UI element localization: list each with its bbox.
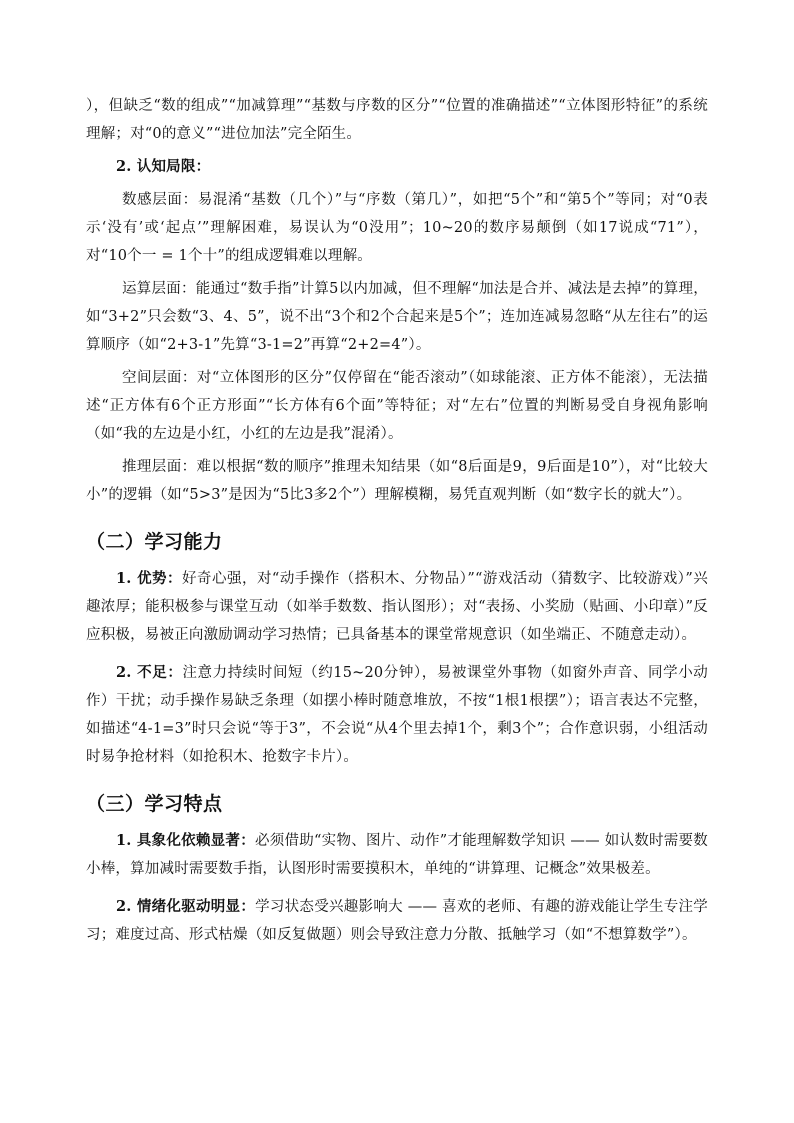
reasoning-paragraph (86, 453, 708, 509)
intro-paragraph (86, 92, 708, 148)
advantage-text: 好奇心强，对“动手操作（搭积木、分物品）”“游戏活动（猜数字、比较游戏）”兴趣浓厚；能积极参与课堂互动（如举手数数、指认图形）；对“表扬、小奖励（贴画、小印章）”反应积极，易被正向激励调动学习热情；已具备基本的课堂常规意识（如坐端正、不随意走动）。 (86, 571, 709, 643)
operation-text: 运算层面：能通过“数手指”计算5以内加减，但不理解“加法是合并、减法是去掉”的算理，如“3+2”只会数“3、4、5”，说不出“3个和2个合起来是5个”；连加连减易忽略“从左往右”的运算顺序（如“2+3-1”先算“3-1=2”再算“2+2=4”）。 (86, 281, 708, 353)
emotion-text: 学习状态受兴趣影响大 —— 喜欢的老师、有趣的游戏能让学生专注学习；难度过高、形式枯燥（如反复做题）则会导致注意力分散、抵触学习（如“不想算数学”）。 (86, 899, 708, 943)
weakness-text: 注意力持续时间短（约15~20分钟），易被课堂外事物（如窗外声音、同学小动作）干扰；动手操作易缺乏条理（如摆小棒时随意堆放，不按“1根1根摆”）；语言表达不完整，如描述“4-1=3”时只会说“等于3”，不会说“从4个里去掉1个，剩3个”；合作意识弱，小组活动时易争抢材料（如抢积木、抢数字卡片）。 (86, 665, 708, 765)
section-learning-ability-heading: （二）学习能力 (86, 531, 223, 553)
number-sense-paragraph (86, 186, 708, 270)
section-learning-traits-heading: （三）学习特点 (86, 793, 223, 815)
emotion-paragraph (86, 893, 708, 949)
operation-paragraph (86, 275, 708, 359)
weakness-label: 2. 不足： (116, 664, 183, 681)
weakness-paragraph (86, 659, 708, 771)
emotion-label: 2. 情绪化驱动明显： (116, 898, 256, 915)
intro-text: ），但缺乏“数的组成”“加减算理”“基数与序数的区分”“位置的准确描述”“立体图形特征”的系统理解；对“0的意义”“进位加法”完全陌生。 (86, 98, 708, 142)
cognitive-limit-heading (86, 153, 708, 181)
number-sense-text: 数感层面：易混淆“基数（几个）”与“序数（第几）”，如把“5个”和“第5个”等同；对“0表示‘没有’或‘起点’”理解困难，易误认为“0没用”；10~20的数序易颠倒（如17说成“71”），对“10个一 = 1个十”的组成逻辑难以理解。 (86, 192, 708, 264)
cognitive-limit-label: 2. 认知局限： (116, 158, 211, 175)
concrete-label: 1. 具象化依赖显著： (116, 832, 255, 849)
reasoning-text: 推理层面：难以根据“数的顺序”推理未知结果（如“8后面是9，9后面是10”），对“比较大小”的逻辑（如“5>3”是因为“5比3多2个”）理解模糊，易凭直观判断（如“数字长的就大”）。 (86, 459, 708, 503)
space-text: 空间层面：对“立体图形的区分”仅停留在“能否滚动”（如球能滚、正方体不能滚），无法描述“正方体有6个正方形面”“长方体有6个面”等特征；对“左右”位置的判断易受自身视角影响（如“我的左边是小红，小红的左边是我”混淆）。 (86, 370, 708, 442)
concrete-paragraph (86, 827, 708, 883)
concrete-text: 必须借助“实物、图片、动作”才能理解数学知识 —— 如认数时需要数小棒，算加减时需要数手指，认图形时需要摸积木，单纯的“讲算理、记概念”效果极差。 (86, 833, 708, 877)
advantage-label: 1. 优势： (116, 570, 183, 587)
space-paragraph (86, 364, 708, 448)
advantage-paragraph (86, 565, 708, 649)
